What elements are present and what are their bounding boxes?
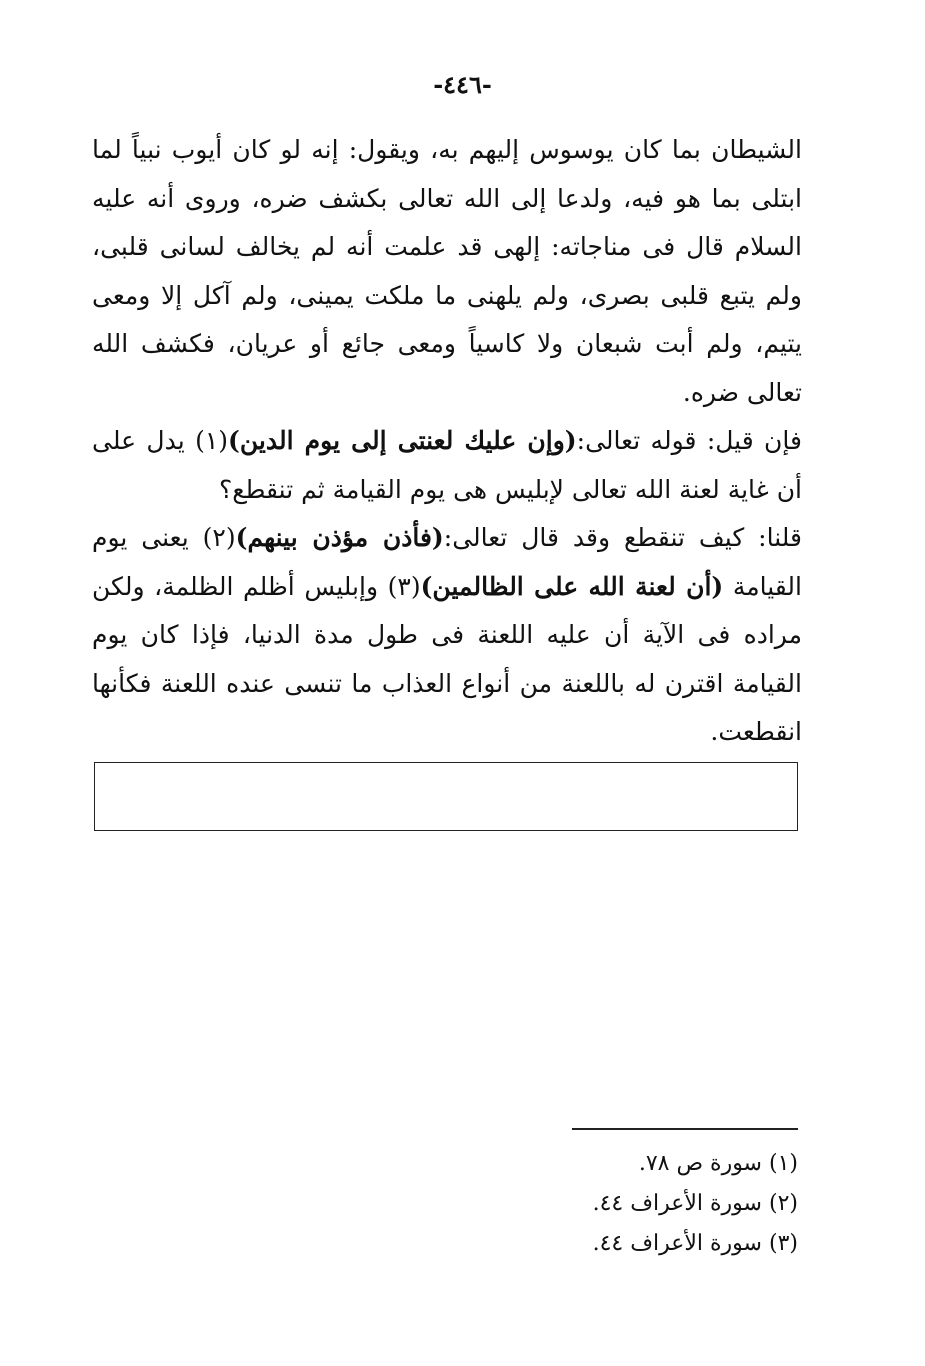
footnote-3 — [400, 1224, 798, 1264]
paragraph-text: يعنى يوم القيامة — [92, 523, 802, 601]
page-number: -٤٤٦- — [433, 70, 492, 99]
paragraph-text: قلنا: كيف تنقطع وقد قال تعالى: — [443, 523, 802, 552]
paragraph-text: وإبليس أظلم الظلمة، ولكن مراده فى الآية أن عليه اللعنة فى طول مدة الدنيا، فإذا كان يوم القيامة اقترن له باللعنة من أنواع العذاب ما تنسى عنده اللعنة فكأنها انقطعت. — [92, 571, 802, 746]
quran-quote: (أن لعنة الله على الظالمين) — [420, 571, 724, 601]
footnote-1 — [400, 1144, 798, 1184]
quran-quote: (وإن عليك لعنتى إلى يوم الدين) — [228, 426, 577, 455]
footnote-ref: (٣) — [387, 571, 421, 601]
quran-quote: (فأذن مؤذن بينهم) — [235, 523, 444, 552]
paragraph-answer — [92, 514, 802, 757]
footnote-number: (٢) — [768, 1191, 798, 1216]
paragraph-text: يدل على أن غاية لعنة الله تعالى لإبليس هى يوم القيامة ثم تنقطع؟ — [92, 426, 802, 504]
paragraph-question — [92, 417, 802, 514]
empty-frame-box — [94, 762, 798, 831]
paragraph-text: فإن قيل: قوله تعالى: — [576, 426, 802, 455]
footnote-ref: (١) — [195, 426, 229, 455]
footnote-number: (١) — [768, 1151, 798, 1176]
footnote-number: (٣) — [768, 1231, 798, 1256]
footnote-2 — [400, 1184, 798, 1224]
footnote-text: سورة الأعراف ٤٤. — [592, 1191, 769, 1216]
footnote-text: سورة ص ٧٨. — [638, 1151, 769, 1176]
footnote-text: سورة الأعراف ٤٤. — [592, 1231, 769, 1256]
footnote-divider — [572, 1128, 798, 1130]
paragraph-text: الشيطان بما كان يوسوس إليهم به، ويقول: إنه لو كان أيوب نبياً لما ابتلى بما هو فيه، ولدعا إلى الله تعالى بكشف ضره، وروى أنه عليه السلام قال فى مناجاته: إلهى قد علمت أنه لم يخالف لسانى قلبى، ولم يتبع قلبى بصرى، ولم يلهنى ما ملكت يمينى، ولم آكل إلا ومعى يتيم، ولم أبت شبعان ولا كاسياً ومعى جائع أو عريان، فكشف الله تعالى ضره. — [92, 135, 802, 407]
footnote-ref: (٢) — [202, 523, 236, 552]
footnotes — [400, 1144, 798, 1264]
main-text — [92, 126, 802, 757]
paragraph-ayyub — [92, 126, 802, 417]
